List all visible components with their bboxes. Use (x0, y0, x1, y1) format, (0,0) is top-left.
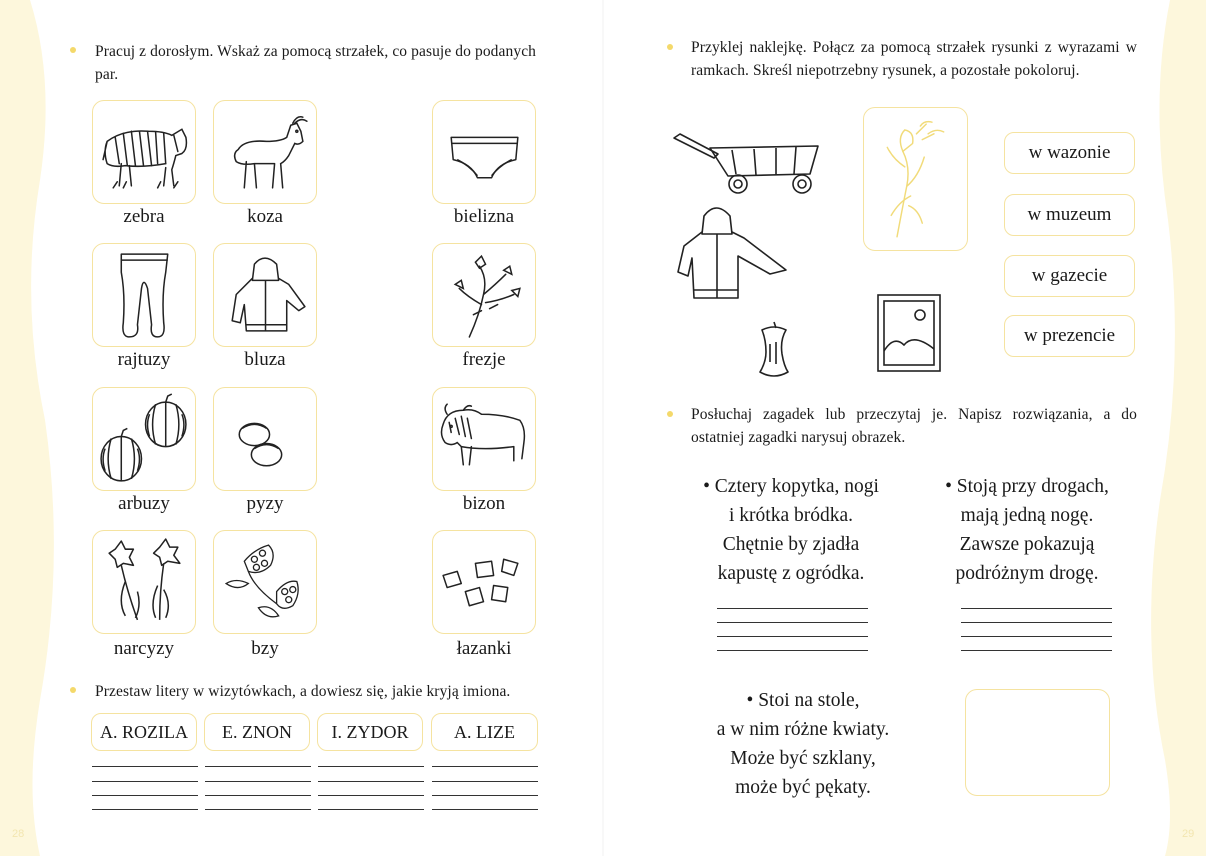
picture-label: łazanki (456, 638, 512, 659)
riddle-line: może być pękaty. (735, 777, 871, 798)
picture-card[interactable] (432, 530, 536, 634)
dumplings-icon (214, 388, 315, 489)
apple-core-icon[interactable] (752, 318, 796, 384)
lilac-icon (214, 531, 315, 632)
framed-picture-icon[interactable] (876, 293, 942, 373)
riddle-line: mają jedną nogę. (960, 505, 1094, 526)
phrase-box[interactable]: w gazecie (1004, 255, 1135, 297)
task1-bullet (70, 47, 76, 53)
picture-card[interactable] (213, 243, 317, 347)
watermelons-icon (93, 388, 194, 489)
answer-line[interactable] (318, 809, 424, 810)
picture-card[interactable] (92, 100, 196, 204)
answer-line[interactable] (717, 622, 868, 623)
riddle-line: kapustę z ogródka. (717, 563, 865, 584)
riddle-1 (676, 472, 906, 588)
picture-label: bizon (462, 493, 506, 514)
page-number-left: 28 (12, 828, 25, 840)
bison-icon (433, 388, 534, 489)
riddle-3 (690, 686, 916, 802)
name-card[interactable]: A. LIZE (431, 713, 538, 751)
flower-sticker-icon (864, 108, 966, 249)
picture-label: bluza (244, 349, 286, 370)
riddle-line: Może być szklany, (730, 748, 876, 769)
daffodils-icon (93, 531, 194, 632)
zebra-icon (93, 101, 194, 202)
answer-line[interactable] (92, 781, 198, 782)
riddle-line: • Stoją przy drogach, (945, 476, 1109, 497)
task4-bullet (667, 411, 673, 417)
picture-label: bielizna (453, 206, 515, 227)
picture-card[interactable] (92, 243, 196, 347)
answer-line[interactable] (432, 766, 538, 767)
picture-label: koza (247, 206, 283, 227)
name-card[interactable]: A. ROZILA (91, 713, 197, 751)
answer-line[interactable] (205, 781, 311, 782)
answer-line[interactable] (432, 781, 538, 782)
answer-line[interactable] (961, 636, 1112, 637)
task3-instruction: Przyklej naklejkę. Połącz za pomocą strzałek rysunki z wyrazami w ramkach. Skreśl niepotrzebny rysunek, a pozostałe pokoloruj. (691, 39, 1137, 79)
answer-line[interactable] (205, 795, 311, 796)
sticker-placeholder[interactable] (863, 107, 968, 251)
task2-bullet (70, 687, 76, 693)
goat-icon (214, 101, 315, 202)
task2-instruction: Przestaw litery w wizytówkach, a dowiesz się, jakie kryją imiona. (95, 683, 511, 700)
answer-line[interactable] (432, 809, 538, 810)
picture-card[interactable] (432, 387, 536, 491)
picture-label: frezje (462, 349, 506, 370)
drawing-box[interactable] (965, 689, 1110, 796)
picture-label: arbuzy (118, 493, 170, 514)
riddle-line: Zawsze pokazują (959, 534, 1095, 555)
answer-line[interactable] (205, 809, 311, 810)
picture-label: zebra (123, 206, 165, 227)
picture-label: narcyzy (113, 638, 175, 659)
picture-label: pyzy (246, 493, 284, 514)
answer-line[interactable] (92, 766, 198, 767)
answer-line[interactable] (432, 795, 538, 796)
answer-line[interactable] (961, 608, 1112, 609)
hoodie-icon[interactable] (674, 200, 790, 302)
answer-line[interactable] (318, 766, 424, 767)
picture-card[interactable] (92, 387, 196, 491)
picture-label: bzy (251, 638, 279, 659)
answer-line[interactable] (318, 781, 424, 782)
phrase-box[interactable]: w muzeum (1004, 194, 1135, 236)
cart-icon[interactable] (672, 128, 824, 198)
pasta-squares-icon (433, 531, 534, 632)
picture-label: rajtuzy (117, 349, 171, 370)
picture-card[interactable] (432, 243, 536, 347)
picture-card[interactable] (213, 100, 317, 204)
answer-line[interactable] (961, 622, 1112, 623)
answer-line[interactable] (961, 650, 1112, 651)
task3-bullet (667, 44, 673, 50)
riddle-line: a w nim różne kwiaty. (716, 719, 890, 740)
name-card[interactable]: I. ZYDOR (317, 713, 423, 751)
phrase-box[interactable]: w prezencie (1004, 315, 1135, 357)
picture-card[interactable] (213, 387, 317, 491)
answer-line[interactable] (717, 636, 868, 637)
task4-instruction: Posłuchaj zagadek lub przeczytaj je. Napisz rozwiązania, a do ostatniej zagadki narysuj obrazek. (691, 406, 1137, 446)
riddle-line: • Stoi na stole, (746, 690, 860, 711)
answer-line[interactable] (92, 795, 198, 796)
answer-line[interactable] (205, 766, 311, 767)
hoodie-icon (214, 244, 315, 345)
picture-card[interactable] (432, 100, 536, 204)
riddle-line: i krótka bródka. (728, 505, 853, 526)
answer-line[interactable] (318, 795, 424, 796)
answer-line[interactable] (92, 809, 198, 810)
riddle-2 (918, 472, 1136, 588)
freesia-icon (433, 244, 534, 345)
phrase-box[interactable]: w wazonie (1004, 132, 1135, 174)
picture-card[interactable] (92, 530, 196, 634)
page-number-right: 29 (1182, 828, 1195, 840)
riddle-line: podróżnym drogę. (955, 563, 1099, 584)
riddle-line: • Cztery kopytka, nogi (703, 476, 879, 497)
riddle-line: Chętnie by zjadła (722, 534, 860, 555)
task1-instruction: Pracuj z dorosłym. Wskaż za pomocą strzałek, co pasuje do podanych par. (95, 43, 537, 83)
answer-line[interactable] (717, 650, 868, 651)
name-card[interactable]: E. ZNON (204, 713, 310, 751)
answer-line[interactable] (717, 608, 868, 609)
underwear-icon (433, 101, 534, 202)
picture-card[interactable] (213, 530, 317, 634)
tights-icon (93, 244, 194, 345)
